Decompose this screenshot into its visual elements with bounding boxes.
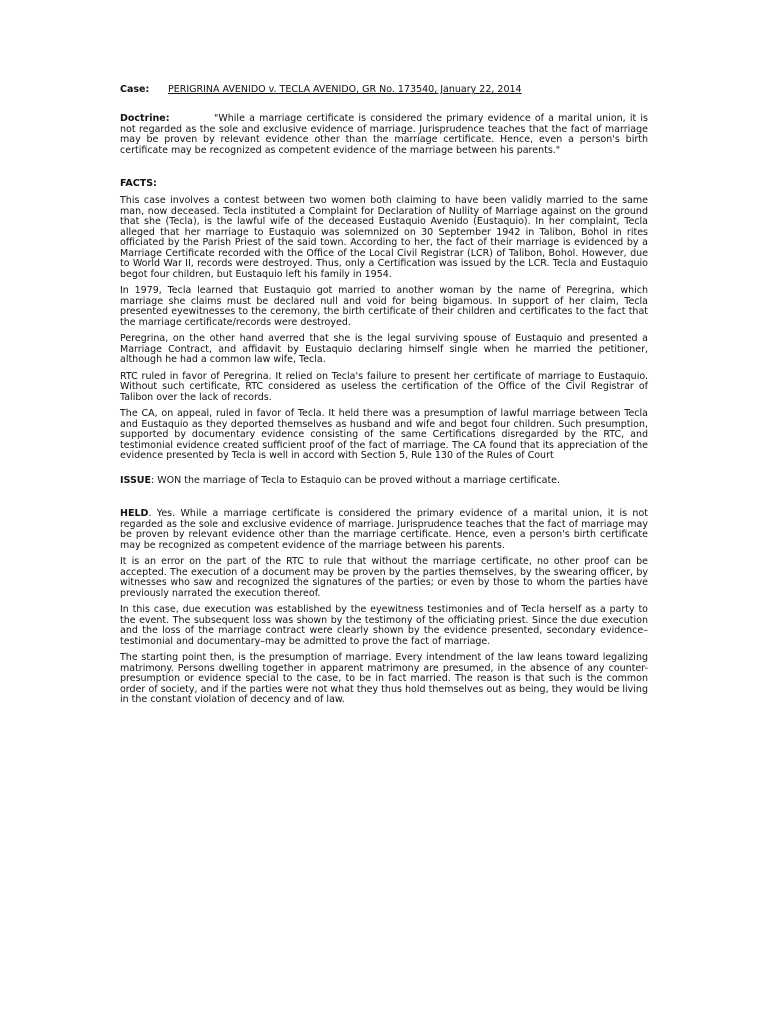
held-paragraph-4: The starting point then, is the presumption of marriage. Every intendment of the law leans toward legalizing matrimony. Persons dwelling together in apparent matrimony are presumed, in the absence of any counter-presumption or evidence special to the case, to be in fact married. The reason is that such is the common order of society, and if the parties were not what they thus hold themselves out as being, they would be living in the constant violation of decency and of law. <box>120 652 648 705</box>
issue-text: : WON the marriage of Tecla to Estaquio can be proved without a marriage certificate. <box>151 474 561 486</box>
facts-paragraph-5: The CA, on appeal, ruled in favor of Tecla. It held there was a presumption of lawful marriage between Tecla and Eustaquio as they deported themselves as husband and wife and begot four children. Such presumption, supported by documentary evidence consisting of the same Certifications disregarded by the RTC, and testimonial evidence created sufficient proof of the fact of marriage. The CA found that its appreciation of the evidence presented by Tecla is well in accord with Section 5, Rule 130 of the Rules of Court <box>120 408 648 461</box>
facts-heading: FACTS: <box>120 178 157 189</box>
case-title: PERIGRINA AVENIDO v. TECLA AVENIDO, GR No. 173540, January 22, 2014 <box>168 84 522 95</box>
held-paragraph-1 <box>120 509 648 551</box>
facts-paragraph-2: In 1979, Tecla learned that Eustaquio got married to another woman by the name of Peregrina, which marriage she claims must be declared null and void for being bigamous. In support of her claim, Tecla presented eyewitnesses to the ceremony, the birth certificate of their children and certificates to the fact that the marriage certificate/records were destroyed. <box>120 285 648 328</box>
doctrine-text: "While a marriage certificate is considered the primary evidence of a marital union, it is not regarded as the sole and exclusive evidence of marriage. Jurisprudence teaches that the fact of marriage may be proven by relevant evidence other than the marriage certificate. Hence, even a person's birth certificate may be recognized as competent evidence of the marriage between his parents." <box>120 113 648 156</box>
held-paragraph-2: It is an error on the part of the RTC to rule that without the marriage certificate, no other proof can be accepted. The execution of a document may be proven by the parties themselves, by the swearing officer, by witnesses who saw and recognized the signatures of the parties; or even by those to whom the parties have previously narrated the execution thereof. <box>120 556 648 599</box>
held-label: HELD <box>120 508 149 519</box>
issue-paragraph <box>120 476 648 487</box>
doctrine-label: Doctrine: <box>120 113 170 124</box>
facts-paragraph-3: Peregrina, on the other hand averred that she is the legal surviving spouse of Eustaquio and presented a Marriage Contract, and affidavit by Eustaquio declaring himself single when he married the petitioner, although he had a common law wife, Tecla. <box>120 333 648 365</box>
issue-label: ISSUE <box>120 474 151 486</box>
case-label: Case: <box>120 84 150 95</box>
held-section <box>120 509 648 706</box>
case-line <box>120 84 648 96</box>
held-text: . Yes. While a marriage certificate is considered the primary evidence of a marital union, it is not regarded as the sole and exclusive evidence of marriage. Jurisprudence teaches that the fact of marriage may be proven by relevant evidence other than the marriage certificate. Hence, even a person's birth certificate may be recognized as competent evidence of the marriage between his parents. <box>120 508 648 551</box>
facts-section <box>120 178 648 462</box>
facts-paragraph-4: RTC ruled in favor of Peregrina. It relied on Tecla's failure to present her certificate of marriage to Eustaquio. Without such certificate, RTC considered as useless the certification of the Office of the Civil Registrar of Talibon over the lack of records. <box>120 370 648 403</box>
doctrine-paragraph <box>120 114 648 156</box>
held-paragraph-3: In this case, due execution was established by the eyewitness testimonies and of Tecla herself as a party to the event. The subsequent loss was shown by the testimony of the officiating priest. Since the due execution and the loss of the marriage contract were clearly shown by the evidence presented, secondary evidence–testimonial and documentary–may be admitted to prove the fact of marriage. <box>120 604 648 647</box>
facts-paragraph-1: This case involves a contest between two women both claiming to have been validly married to the same man, now deceased. Tecla instituted a Complaint for Declaration of Nullity of Marriage against on the ground that she (Tecla), is the lawful wife of the deceased Eustaquio Avenido (Eustaquio). In her complaint, Tecla alleged that her marriage to Eustaquio was solemnized on 30 September 1942 in Talibon, Bohol in rites officiated by the Parish Priest of the said town. According to her, the fact of their marriage is evidenced by a Marriage Certificate recorded with the Office of the Local Civil Registrar (LCR) of Talibon, Bohol. However, due to World War II, records were destroyed. Thus, only a Certification was issued by the LCR. Tecla and Eustaquio begot four children, but Eustaquio left his family in 1954. <box>120 195 648 280</box>
document-page <box>120 84 648 712</box>
